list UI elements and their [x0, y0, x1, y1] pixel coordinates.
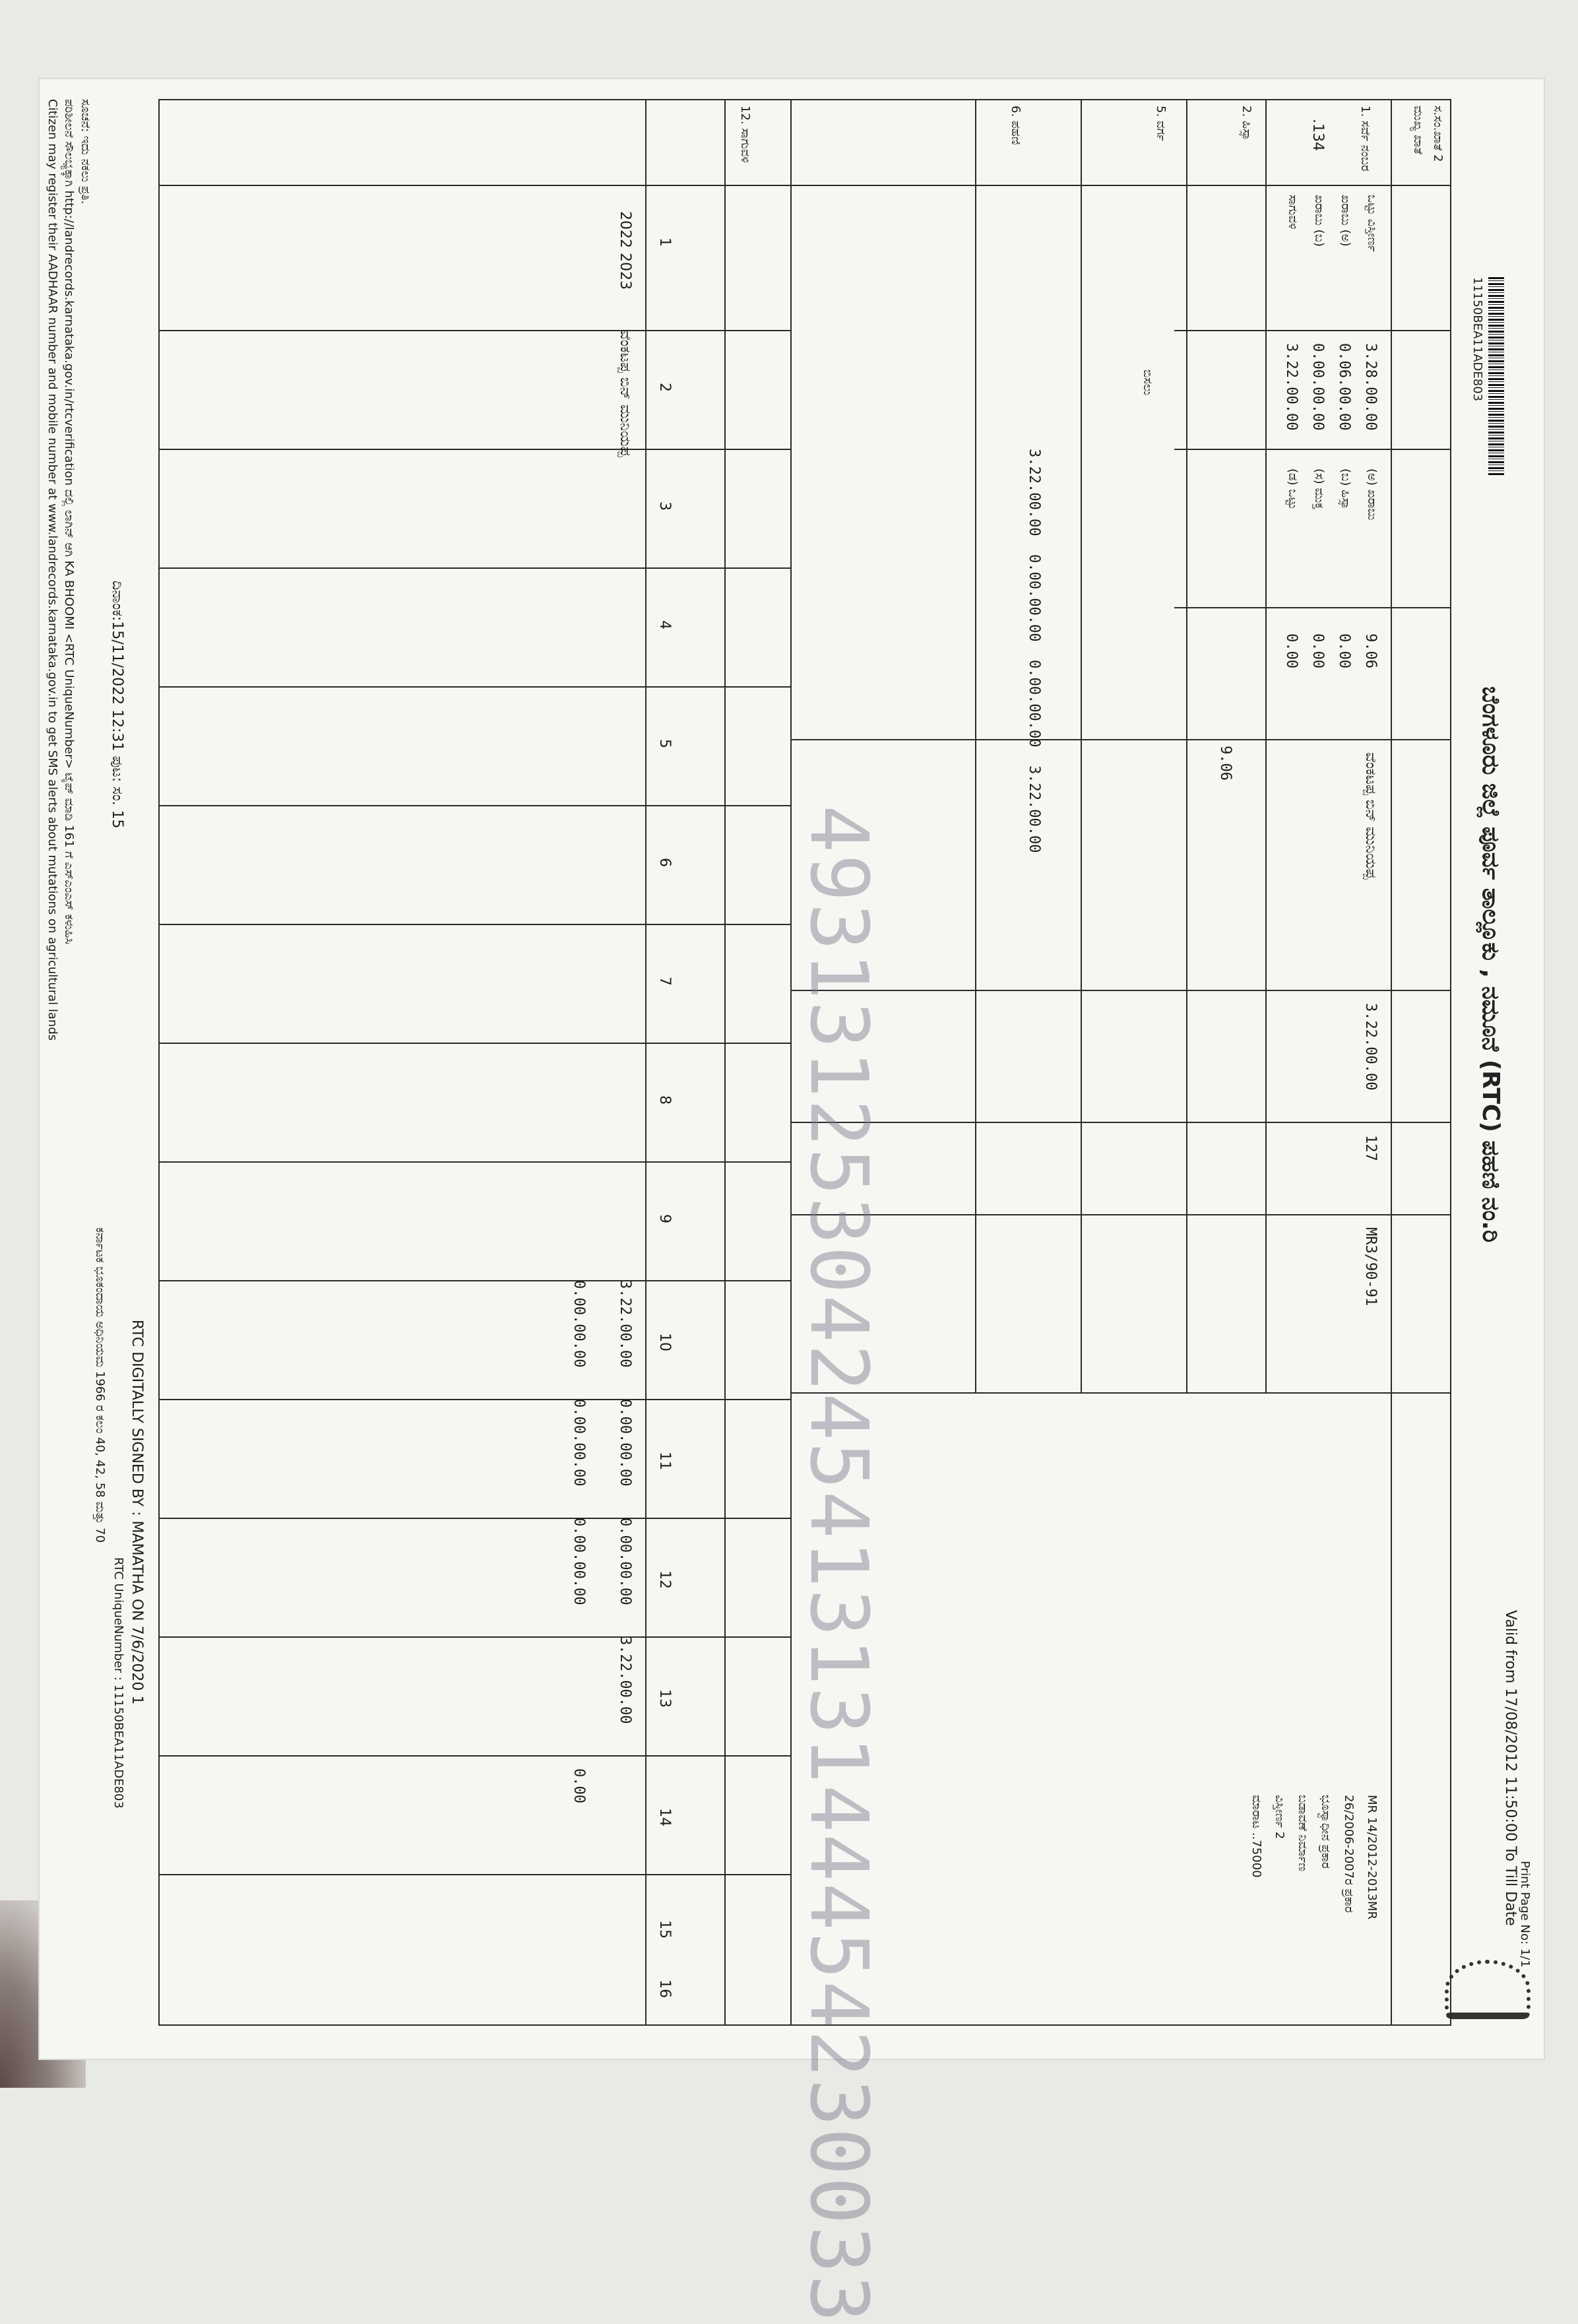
crop-column-number: 6: [656, 858, 673, 867]
crop-value-2: 0.00.00.00: [571, 1280, 587, 1368]
margin-label: 12. ಸಾಗುವಳಿ: [738, 106, 752, 164]
print-date: ದಿನಾಂಕ:15/11/2022 12:31 ಪುಟ: ಸಂ. 15: [109, 581, 125, 829]
area-row-label: ಒಟ್ಟು ವಿಸ್ತೀರ್ಣ: [1365, 195, 1379, 252]
crop-value: 0.00.00.00: [617, 1399, 633, 1487]
area-row-label: ಖರಾಬು (ಬ): [1312, 195, 1326, 247]
area-row-sub-value: 0.00: [1310, 633, 1326, 668]
crop-column-number: 15: [656, 1920, 673, 1939]
soil-value: 0.00.00.00: [1026, 660, 1042, 748]
crop-column-number: 8: [656, 1095, 673, 1105]
area-row-value: 3.28.00.00: [1362, 343, 1379, 431]
area-row-label: ಸಾಗುವಳಿ: [1286, 195, 1300, 230]
area-row-sub: (ಡ) ಒಟ್ಟು: [1286, 468, 1300, 510]
crop-value-2: 0.00.00.00: [571, 1399, 587, 1487]
margin-label: 1. ಸರ್ವೆ ನಂಬರ: [1358, 106, 1372, 172]
crop-column-number: 5: [656, 739, 673, 748]
margin-label: 6. ಪಹಣಿ: [1009, 106, 1023, 145]
crop-owner-name: ವೆಂಕಟಪ್ಪ ಬಿನ್ ಮುನಿಯಪ್ಪ: [617, 330, 633, 457]
area-row-value: 0.00.00.00: [1310, 343, 1326, 431]
crop-column-number: 7: [656, 977, 673, 986]
owner-khata: 127: [1362, 1135, 1379, 1161]
soil-value: 0.00.00.00: [1026, 554, 1042, 642]
area-row-sub: (ಸ) ಮುಕ್ತ: [1312, 468, 1326, 509]
footer-note: ಪರಿಶೀಲನೆ ಸೌಲಭ್ಯಕ್ಕಾಗಿ http://landrecords.karnataka.gov.in/rtcverification ದಲ್ಲಿ ಲಾಗಿನ್ ಆಗಿ KA BHOOMI <RTC UniqueNumber> ಟೈಪ್ ಮಾಡಿ 161 ಗೆ ಎಸ್‌ಎಂಎಸ್ ಕಳುಹಿಸಿ: [62, 99, 76, 945]
rights-line: ಬಡಾವಣೆ ನಿರ್ಮಾಣ: [1296, 1795, 1310, 1871]
act-reference: ಕರ್ನಾಟಕ ಭೂಕಂದಾಯ ಅಧಿನಿಯಮ 1966 ರ ಕಲಂ 40, 42, 58 ಮತ್ತು 70: [93, 1227, 107, 1543]
owner-extent: 3.22.00.00: [1362, 1003, 1379, 1091]
barcode-number: 11150BEA11ADE803: [1470, 277, 1484, 402]
rtc-document-page: [40, 79, 1544, 2324]
crop-column-number: 2: [656, 383, 673, 392]
area-row-value: 3.22.00.00: [1283, 343, 1300, 431]
rights-line: 26/2006-2007ರ ಪ್ರಕಾರ: [1342, 1795, 1356, 1913]
area-row-value: 0.06.00.00: [1336, 343, 1352, 431]
rights-line: MR 14/2012-2013MR: [1365, 1795, 1379, 1920]
crop-column-number: 13: [656, 1689, 673, 1708]
valid-from-text: Valid from 17/08/2012 11:50:00 To Till Date: [1502, 1610, 1519, 1926]
total-value: 9.06: [1217, 746, 1234, 781]
crop-column-number: 16: [656, 1980, 673, 1998]
survey-number: .134: [1310, 119, 1326, 151]
area-row-sub-value: 0.00: [1283, 633, 1300, 668]
footer-note: Citizen may register their AADHAAR number and mobile number at www.landrecords.karnataka.gov.in to get SMS alerts about mutations on agricultural lands: [46, 99, 59, 1041]
crop-value: 3.22.00.00: [617, 1636, 633, 1724]
rtc-unique-number: RTC UniqueNumber : 11150BEA11ADE803: [111, 1557, 125, 1809]
area-row-sub-value: 9.06: [1362, 633, 1379, 668]
margin-label: 2. ಹಿಸ್ಸಾ: [1240, 106, 1253, 141]
crop-column-number: 11: [656, 1452, 673, 1470]
crop-column-number: 4: [656, 620, 673, 629]
margin-label: ಮುಖ್ಯ ಖಾತೆ: [1411, 106, 1425, 154]
rights-line: ಭೂಸ್ವಾಧೀನ ಪ್ರಕಾರ: [1319, 1795, 1333, 1869]
rights-line: ವಿಸ್ತೀರ್ಣ 2: [1273, 1795, 1286, 1840]
area-row-label: ಖರಾಬು (ಅ): [1339, 195, 1352, 247]
government-emblem-icon: [1445, 1960, 1531, 2019]
crop-year: 2022 2023: [617, 211, 633, 290]
mutation-reference: MR3/90-91: [1362, 1227, 1379, 1307]
soil-value: 3.22.00.00: [1026, 765, 1042, 853]
document-title: ಬೆಂಗಳೂರು ಜಿಲ್ಲೆ ಪೂರ್ವ ತಾಲ್ಲೂಕು , ನಮೂನೆ (RTC) ಪಹಣಿ ನಂ.ರಿ: [1477, 686, 1504, 1243]
watermark-serial-number: 4931312530424541313144454230033: [792, 805, 884, 2324]
crop-column-number: 12: [656, 1570, 673, 1589]
area-row-sub-value: 0.00: [1336, 633, 1352, 668]
crop-column-number: 10: [656, 1333, 673, 1351]
crop-column-number: 14: [656, 1808, 673, 1826]
digital-signature-text: RTC DIGITALLY SIGNED BY : MAMATHA ON 7/6/2020 1: [129, 1320, 145, 1705]
crop-fallow-value: 0.00: [571, 1768, 587, 1803]
crop-column-number: 1: [656, 238, 673, 247]
margin-label: ಸ.ಸಂ.ಖಾತೆ 2: [1431, 106, 1445, 162]
barcode-image: [1488, 277, 1504, 475]
area-row-sub: (ಬ) ಹಿಸ್ಸಾ: [1339, 468, 1352, 509]
owner-name: ವೆಂಕಟಪ್ಪ ಬಿನ್ ಮುನಿಯಪ್ಪ: [1362, 752, 1379, 880]
margin-label: 5. ವರ್ಗ: [1154, 106, 1168, 141]
footer-note: ಸೂಚನೆ: ಇದು ನಕಲು ಪ್ರತಿ.: [79, 99, 92, 205]
crop-value: 3.22.00.00: [617, 1280, 633, 1368]
crop-column-number: 9: [656, 1214, 673, 1223]
crop-value-2: 0.00.00.00: [571, 1518, 587, 1605]
crop-value: 0.00.00.00: [617, 1518, 633, 1605]
crop-column-number: 3: [656, 501, 673, 511]
area-row-sub: (ಅ) ಖರಾಬು: [1365, 468, 1379, 521]
rights-line: ಮಾರಾಟ ..75000: [1249, 1795, 1263, 1878]
soil-label: ಬಿಸಲು: [1141, 370, 1154, 396]
soil-value: 3.22.00.00: [1026, 449, 1042, 536]
print-page-number: Print Page No: 1/1: [1518, 1861, 1532, 1968]
